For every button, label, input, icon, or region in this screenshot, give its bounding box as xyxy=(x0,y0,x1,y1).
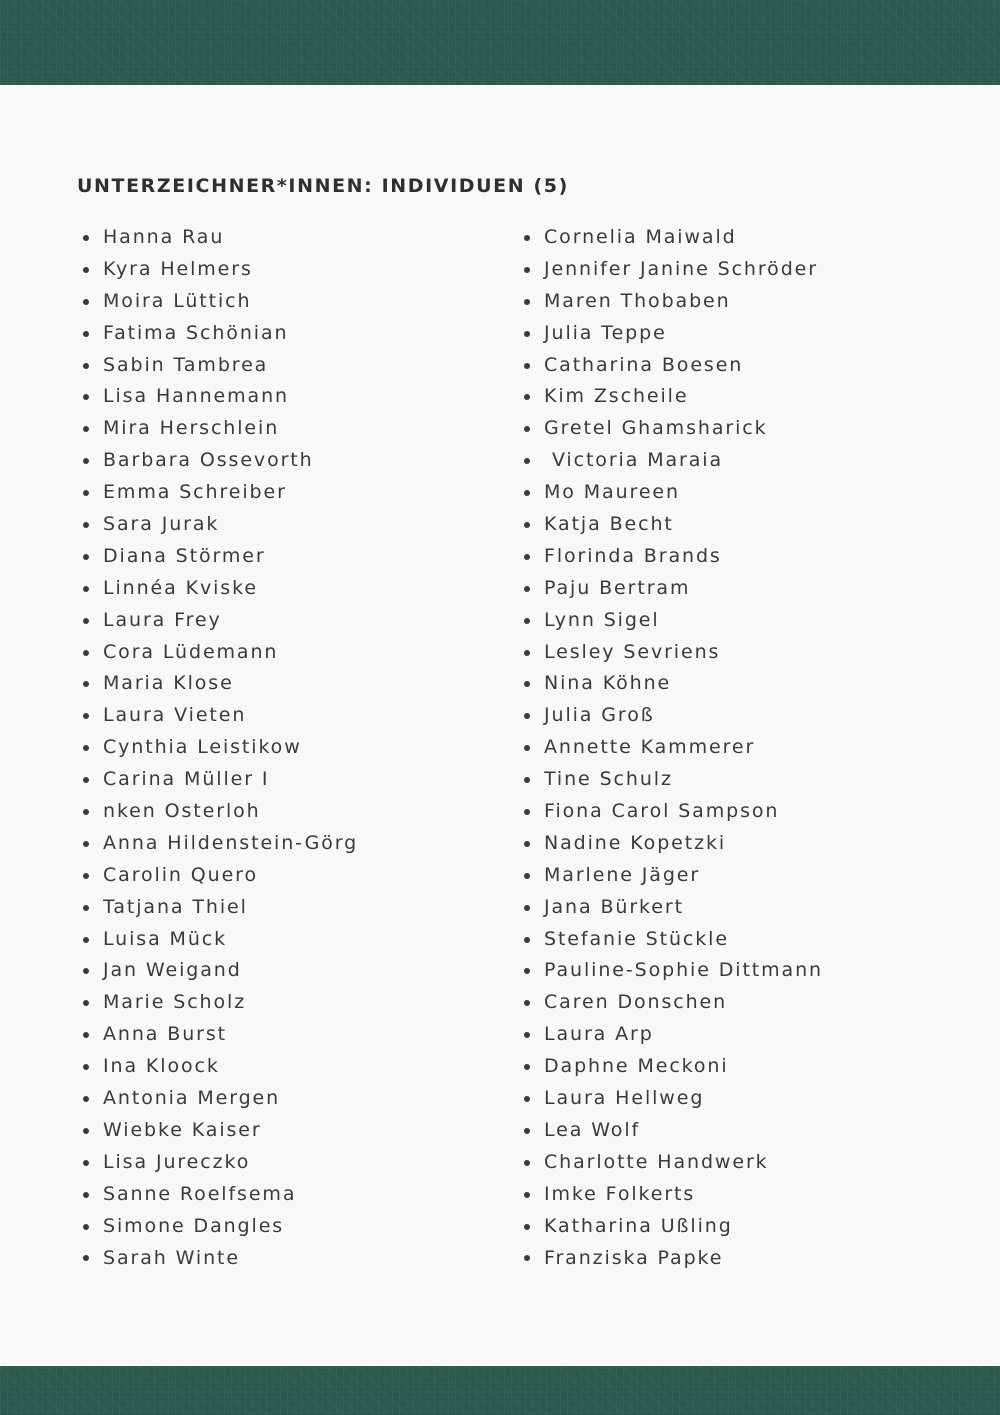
signatory-name: Hanna Rau xyxy=(103,226,225,248)
signatory-name: Tine Schulz xyxy=(544,768,673,791)
bullet-icon xyxy=(83,968,89,974)
list-item xyxy=(521,1179,961,1211)
signatory-name: Laura Vieten xyxy=(103,704,247,727)
bullet-icon xyxy=(83,1096,89,1102)
list-item xyxy=(80,381,500,413)
signatory-name: Florinda Brands xyxy=(544,544,722,567)
list-item xyxy=(80,573,500,605)
bullet-icon xyxy=(524,841,530,847)
list-item xyxy=(80,477,500,509)
list-item xyxy=(80,445,500,477)
bullet-icon xyxy=(83,490,89,496)
bullet-icon xyxy=(524,1096,530,1102)
signatory-name: Annette Kammerer xyxy=(544,736,756,759)
list-item xyxy=(80,1115,500,1147)
list-item xyxy=(80,1243,500,1275)
signatory-name: Nadine Kopetzki xyxy=(544,831,727,854)
signatory-name: Gretel Ghamsharick xyxy=(544,417,768,440)
signatory-name: Stefanie Stückle xyxy=(544,927,729,950)
signatory-name: Catharina Boesen xyxy=(544,353,744,376)
signatories-list-right xyxy=(521,222,961,1274)
signatory-name: Lea Wolf xyxy=(544,1118,641,1141)
list-item xyxy=(521,796,961,828)
bullet-icon xyxy=(83,841,89,847)
bullet-icon xyxy=(524,1064,530,1070)
signatory-name: Katharina Ußling xyxy=(544,1214,733,1237)
list-item xyxy=(521,477,961,509)
list-item xyxy=(80,413,500,445)
list-item xyxy=(521,445,961,477)
bullet-icon xyxy=(524,650,530,656)
signatory-name: Paju Bertram xyxy=(544,576,691,599)
signatories-list-left xyxy=(80,222,500,1274)
signatory-name: Laura Frey xyxy=(103,608,222,631)
signatory-name: Anna Hildenstein-Görg xyxy=(103,831,359,854)
bullet-icon xyxy=(524,394,530,400)
bullet-icon xyxy=(83,394,89,400)
bullet-icon xyxy=(524,490,530,496)
bullet-icon xyxy=(83,1224,89,1230)
bullet-icon xyxy=(83,713,89,719)
signatory-name: Franziska Papke xyxy=(544,1246,724,1269)
list-item xyxy=(521,381,961,413)
signatory-name: Barbara Ossevorth xyxy=(103,449,314,472)
list-item xyxy=(521,637,961,669)
bullet-icon xyxy=(524,713,530,719)
bullet-icon xyxy=(83,522,89,528)
signatory-name: Fiona Carol Sampson xyxy=(544,800,780,823)
bullet-icon xyxy=(524,458,530,464)
bullet-icon xyxy=(83,777,89,783)
bullet-icon xyxy=(83,586,89,592)
bullet-icon xyxy=(524,1128,530,1134)
list-item xyxy=(80,924,500,956)
bullet-icon xyxy=(83,681,89,687)
bullet-icon xyxy=(83,1192,89,1198)
list-item xyxy=(80,892,500,924)
signatory-name: Linnéa Kviske xyxy=(103,576,258,599)
signatory-name: Julia Teppe xyxy=(544,321,667,344)
list-item xyxy=(80,1211,500,1243)
bullet-icon xyxy=(524,1192,530,1198)
bullet-icon xyxy=(83,1064,89,1070)
signatory-name: Sabin Tambrea xyxy=(103,353,269,376)
bullet-icon xyxy=(524,777,530,783)
list-item xyxy=(80,987,500,1019)
bullet-icon xyxy=(524,1000,530,1006)
signatory-name: Jennifer Janine Schröder xyxy=(544,257,818,280)
list-item xyxy=(521,987,961,1019)
list-item xyxy=(521,1051,961,1083)
signatory-name: Kyra Helmers xyxy=(103,257,253,280)
bullet-icon xyxy=(83,1128,89,1134)
list-item xyxy=(521,892,961,924)
signatory-name: Julia Groß xyxy=(544,704,655,727)
bullet-icon xyxy=(524,363,530,369)
list-item xyxy=(80,828,500,860)
list-item xyxy=(521,318,961,350)
signatory-name: Maren Thobaben xyxy=(544,289,731,312)
signatory-name: Carina Müller I xyxy=(103,768,270,791)
list-item xyxy=(80,668,500,700)
list-item xyxy=(521,541,961,573)
list-item xyxy=(80,955,500,987)
bullet-icon xyxy=(83,363,89,369)
bullet-icon xyxy=(524,426,530,432)
bullet-icon xyxy=(83,1255,89,1261)
signatory-name: Laura Arp xyxy=(544,1023,654,1046)
signatory-name: Lisa Hannemann xyxy=(103,385,289,408)
list-item xyxy=(80,318,500,350)
signatory-name: Lynn Sigel xyxy=(544,608,660,631)
bullet-icon xyxy=(524,299,530,305)
signatory-name: Sarah Winte xyxy=(103,1246,240,1269)
signatory-name: Lisa Jureczko xyxy=(103,1150,251,1173)
bottom-decorative-band xyxy=(0,1366,1000,1415)
list-item xyxy=(521,1211,961,1243)
signatory-name: Luisa Mück xyxy=(103,927,228,950)
list-item xyxy=(80,605,500,637)
bullet-icon xyxy=(524,809,530,815)
bullet-icon xyxy=(83,235,89,241)
list-item xyxy=(80,732,500,764)
bullet-icon xyxy=(83,267,89,273)
bullet-icon xyxy=(83,905,89,911)
signatory-name: Victoria Maraia xyxy=(544,449,724,472)
signatory-name: Antonia Mergen xyxy=(103,1087,281,1110)
bullet-icon xyxy=(83,299,89,305)
page-heading: UNTERZEICHNER*INNEN: INDIVIDUEN (5) xyxy=(77,175,569,197)
signatory-name: nken Osterloh xyxy=(103,800,261,823)
list-item xyxy=(80,350,500,382)
signatory-name: Marie Scholz xyxy=(103,991,247,1014)
list-item xyxy=(521,668,961,700)
signatory-name: Laura Hellweg xyxy=(544,1087,705,1110)
bullet-icon xyxy=(524,331,530,337)
list-item xyxy=(521,924,961,956)
list-item xyxy=(80,1051,500,1083)
list-item xyxy=(521,732,961,764)
signatory-name: Carolin Quero xyxy=(103,863,258,886)
list-item xyxy=(521,860,961,892)
list-item xyxy=(80,541,500,573)
bullet-icon xyxy=(524,267,530,273)
list-item xyxy=(521,764,961,796)
list-item xyxy=(521,254,961,286)
list-item xyxy=(80,860,500,892)
signatory-name: Ina Kloock xyxy=(103,1055,220,1078)
bullet-icon xyxy=(83,745,89,751)
list-item xyxy=(521,828,961,860)
bullet-icon xyxy=(83,650,89,656)
list-item xyxy=(521,1083,961,1115)
signatory-name: Jan Weigand xyxy=(103,959,242,982)
bullet-icon xyxy=(83,937,89,943)
signatory-name: Sanne Roelfsema xyxy=(103,1182,297,1205)
bullet-icon xyxy=(524,681,530,687)
list-item xyxy=(80,222,500,254)
top-decorative-band xyxy=(0,0,1000,85)
signatory-name: Fatima Schönian xyxy=(103,321,289,344)
bullet-icon xyxy=(524,937,530,943)
signatory-name: Nina Köhne xyxy=(544,672,672,695)
list-item xyxy=(521,1019,961,1051)
list-item xyxy=(80,764,500,796)
bullet-icon xyxy=(524,1160,530,1166)
signatory-name: Daphne Meckoni xyxy=(544,1055,729,1078)
signatory-name: Kim Zscheile xyxy=(544,385,689,408)
signatory-name: Anna Burst xyxy=(103,1023,228,1046)
list-item xyxy=(521,350,961,382)
bullet-icon xyxy=(524,745,530,751)
list-item xyxy=(80,509,500,541)
signatory-name: Diana Störmer xyxy=(103,544,266,567)
bullet-icon xyxy=(83,458,89,464)
bullet-icon xyxy=(524,586,530,592)
list-item xyxy=(80,1179,500,1211)
list-item xyxy=(521,509,961,541)
list-item xyxy=(80,1083,500,1115)
bullet-icon xyxy=(83,1160,89,1166)
signatory-name: Mo Maureen xyxy=(544,481,680,504)
list-item xyxy=(80,254,500,286)
signatory-name: Lesley Sevriens xyxy=(544,640,721,663)
bullet-icon xyxy=(524,873,530,879)
bullet-icon xyxy=(83,426,89,432)
signatory-name: Tatjana Thiel xyxy=(103,895,248,918)
list-item xyxy=(521,605,961,637)
signatory-name: Katja Becht xyxy=(544,513,674,536)
list-item xyxy=(80,1019,500,1051)
list-item xyxy=(80,637,500,669)
list-item xyxy=(521,1115,961,1147)
bullet-icon xyxy=(83,331,89,337)
signatory-name: Caren Donschen xyxy=(544,991,728,1014)
bullet-icon xyxy=(524,1032,530,1038)
bullet-icon xyxy=(83,1032,89,1038)
bullet-icon xyxy=(524,905,530,911)
bullet-icon xyxy=(83,809,89,815)
signatory-name: Pauline-Sophie Dittmann xyxy=(544,959,823,982)
list-item xyxy=(521,573,961,605)
list-item xyxy=(521,222,961,254)
signatory-name: Moira Lüttich xyxy=(103,289,252,312)
list-item xyxy=(521,700,961,732)
signatory-name: Mira Herschlein xyxy=(103,417,280,440)
bullet-icon xyxy=(524,1255,530,1261)
signatory-name: Emma Schreiber xyxy=(103,481,287,504)
bullet-icon xyxy=(83,873,89,879)
signatory-name: Simone Dangles xyxy=(103,1214,285,1237)
bullet-icon xyxy=(83,618,89,624)
signatory-name: Charlotte Handwerk xyxy=(544,1150,769,1173)
signatory-name: Marlene Jäger xyxy=(544,863,701,886)
list-item xyxy=(521,1147,961,1179)
signatory-name: Maria Klose xyxy=(103,672,234,695)
list-item xyxy=(80,286,500,318)
signatory-name: Cynthia Leistikow xyxy=(103,736,302,759)
signatory-name: Cora Lüdemann xyxy=(103,640,279,663)
list-item xyxy=(80,700,500,732)
signatory-name: Cornelia Maiwald xyxy=(544,226,737,248)
list-item xyxy=(80,1147,500,1179)
list-item xyxy=(521,286,961,318)
signatory-name: Imke Folkerts xyxy=(544,1182,696,1205)
bullet-icon xyxy=(524,554,530,560)
signatory-name: Wiebke Kaiser xyxy=(103,1118,262,1141)
bullet-icon xyxy=(524,968,530,974)
bullet-icon xyxy=(524,235,530,241)
bullet-icon xyxy=(83,1000,89,1006)
bullet-icon xyxy=(83,554,89,560)
list-item xyxy=(521,1243,961,1275)
bullet-icon xyxy=(524,618,530,624)
signatory-name: Jana Bürkert xyxy=(544,895,684,918)
signatory-name: Sara Jurak xyxy=(103,513,220,536)
bullet-icon xyxy=(524,522,530,528)
bullet-icon xyxy=(524,1224,530,1230)
list-item xyxy=(521,955,961,987)
list-item xyxy=(521,413,961,445)
list-item xyxy=(80,796,500,828)
